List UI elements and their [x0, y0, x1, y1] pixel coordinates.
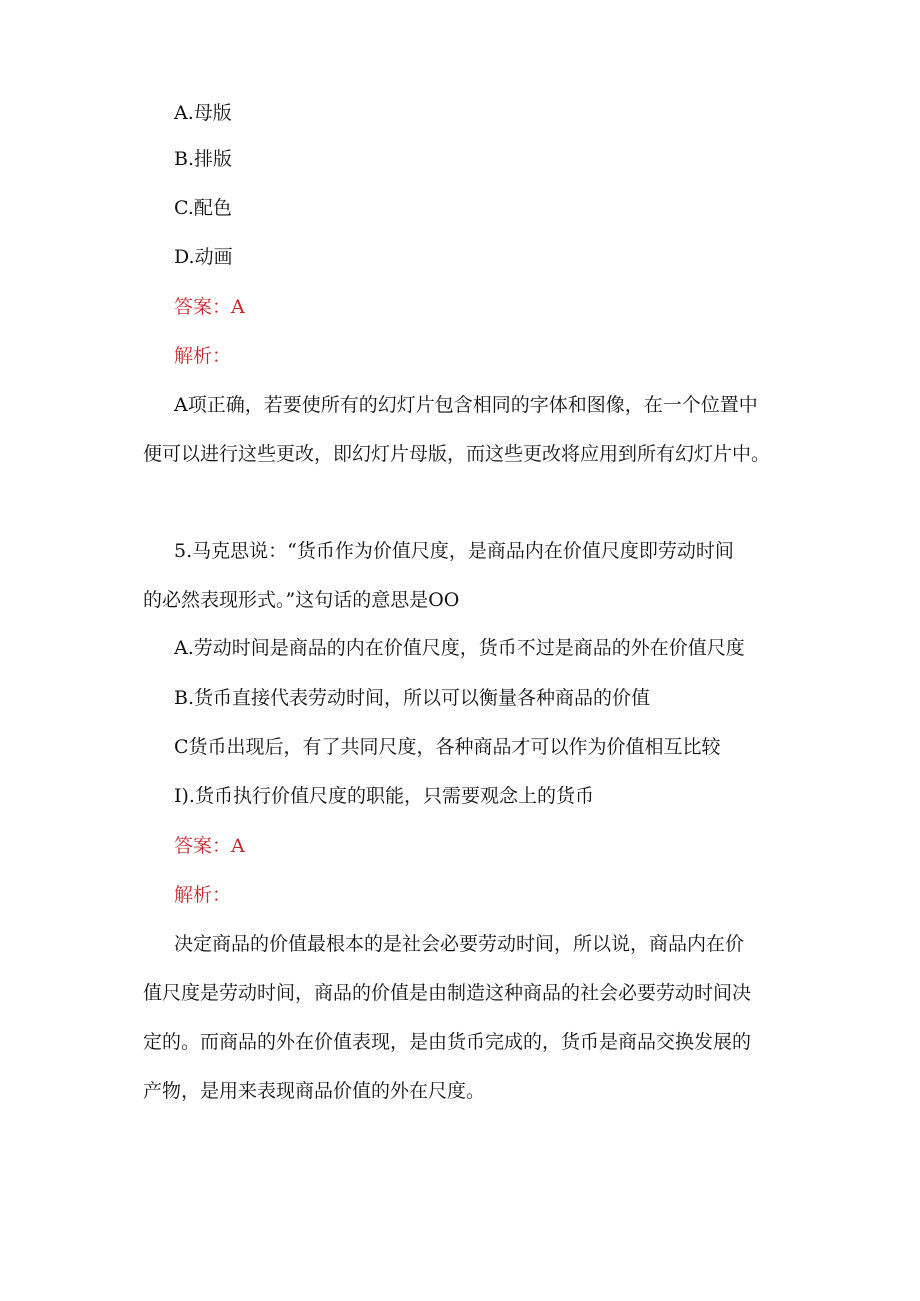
- q5-analysis-line-3: 定的。而商品的外在价值表现，是由货币完成的，货币是商品交换发展的: [143, 1031, 752, 1053]
- q5-analysis-line-4: 产物，是用来表现商品价值的外在尺度。: [143, 1080, 486, 1102]
- q4-analysis-line-1: A项正确，若要使所有的幻灯片包含相同的字体和图像，在一个位置中: [174, 394, 758, 416]
- q5-option-d: I).货币执行价值尺度的职能，只需要观念上的货币: [174, 785, 594, 807]
- q5-stem-line-1: 5.马克思说：“货币作为价值尺度，是商品内在价值尺度即劳动时间: [174, 540, 734, 562]
- q5-answer: 答案：A: [174, 835, 245, 857]
- q4-analysis-label: 解析：: [174, 345, 232, 367]
- q5-analysis-line-1: 决定商品的价值最根本的是社会必要劳动时间，所以说，商品内在价: [174, 933, 745, 955]
- q5-option-c: C货币出现后，有了共同尺度，各种商品才可以作为价值相互比较: [174, 736, 721, 758]
- q4-analysis-line-2: 便可以进行这些更改，即幻灯片母版，而这些更改将应用到所有幻灯片中。: [143, 443, 771, 465]
- q4-option-b: B.排版: [174, 148, 233, 170]
- q5-analysis-label: 解析：: [174, 884, 232, 906]
- q5-analysis-line-2: 值尺度是劳动时间，商品的价值是由制造这种商品的社会必要劳动时间决: [143, 982, 752, 1004]
- q4-option-a: A.母版: [174, 102, 232, 124]
- q4-answer: 答案：A: [174, 296, 245, 318]
- q4-option-d: D.动画: [174, 246, 233, 268]
- q5-option-a: A.劳动时间是商品的内在价值尺度，货币不过是商品的外在价值尺度: [174, 637, 745, 659]
- q5-option-b: B.货币直接代表劳动时间，所以可以衡量各种商品的价值: [174, 687, 651, 709]
- q5-stem-line-2: 的必然表现形式。”这句话的意思是OO: [143, 589, 460, 611]
- q4-option-c: C.配色: [174, 197, 232, 219]
